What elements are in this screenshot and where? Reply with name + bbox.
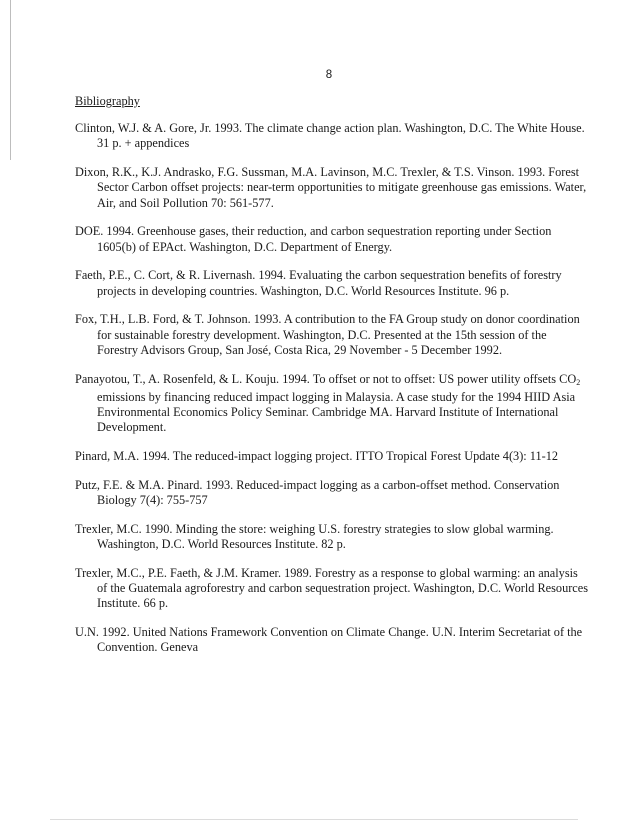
bibliography-entry-trexler-1990: Trexler, M.C. 1990. Minding the store: weighing U.S. forestry strategies to slow global warming. Washington, D.C. World Resources Institute. 82 p. [75, 521, 554, 552]
scan-edge-line [50, 819, 578, 820]
bibliography-heading: Bibliography [75, 94, 140, 108]
bibliography-entry-pinard: Pinard, M.A. 1994. The reduced-impact logging project. ITTO Tropical Forest Update 4(3): 11-12 [75, 449, 559, 464]
bibliography-entry-dixon: Dixon, R.K., K.J. Andrasko, F.G. Sussman, M.A. Lavinson, M.C. Trexler, & T.S. Vinson. 1993. Forest Sector Carbon offset projects: near-term opportunities to mitigate greenhouse gas emissions. Water, Air, and Soil Pollution 70: 561-577. [75, 164, 587, 210]
bibliography-entry-faeth: Faeth, P.E., C. Cort, & R. Livernash. 1994. Evaluating the carbon sequestration benefits of forestry projects in developing countries. Washington, D.C. World Resources Institute. 96 p. [75, 268, 562, 298]
bibliography-entry-putz: Putz, F.E. & M.A. Pinard. 1993. Reduced-impact logging as a carbon-offset method. Conservation Biology 7(4): 755-757 [75, 477, 560, 508]
bibliography-entry-trexler-1989: Trexler, M.C., P.E. Faeth, & J.M. Kramer. 1989. Forestry as a response to global warming: an analysis of the Guatemala agroforestry and carbon sequestration project. Washington, D.C. World Resources Institute. 66 p. [75, 565, 589, 611]
bibliography-entry-doe: DOE. 1994. Greenhouse gases, their reduction, and carbon sequestration reporting under Section 1605(b) of EPAct. Washington, D.C. Department of Energy. [75, 224, 552, 254]
bibliography-entry-clinton: Clinton, W.J. & A. Gore, Jr. 1993. The climate change action plan. Washington, D.C. The White House. 31 p. + appendices [75, 121, 585, 151]
bibliography-entry-fox: Fox, T.H., L.B. Ford, & T. Johnson. 1993. A contribution to the FA Group study on donor coordination for sustainable forestry development. Washington, D.C. Presented at the 15th session of the Forestry Advisors Group, San José, Costa Rica, 29 November - 5 December 1992. [75, 312, 580, 357]
entry-text-part: emissions by financing reduced impact logging in Malaysia. A case study for the 1994 HIID Asia Environmental Economics Policy Seminar. Cambridge MA. Harvard Institute of International Development. [97, 389, 576, 435]
bibliography-entry-un: U.N. 1992. United Nations Framework Convention on Climate Change. U.N. Interim Secretariat of the Convention. Geneva [75, 625, 583, 655]
bibliography-list [75, 121, 588, 668]
subscript-two: 2 [576, 377, 581, 387]
page-number: 8 [325, 69, 333, 81]
bibliography-entry-panayotou [75, 372, 588, 436]
entry-text-part: Panayotou, T., A. Rosenfeld, & L. Kouju. 1994. To offset or not to offset: US power utility offsets CO [75, 371, 577, 386]
